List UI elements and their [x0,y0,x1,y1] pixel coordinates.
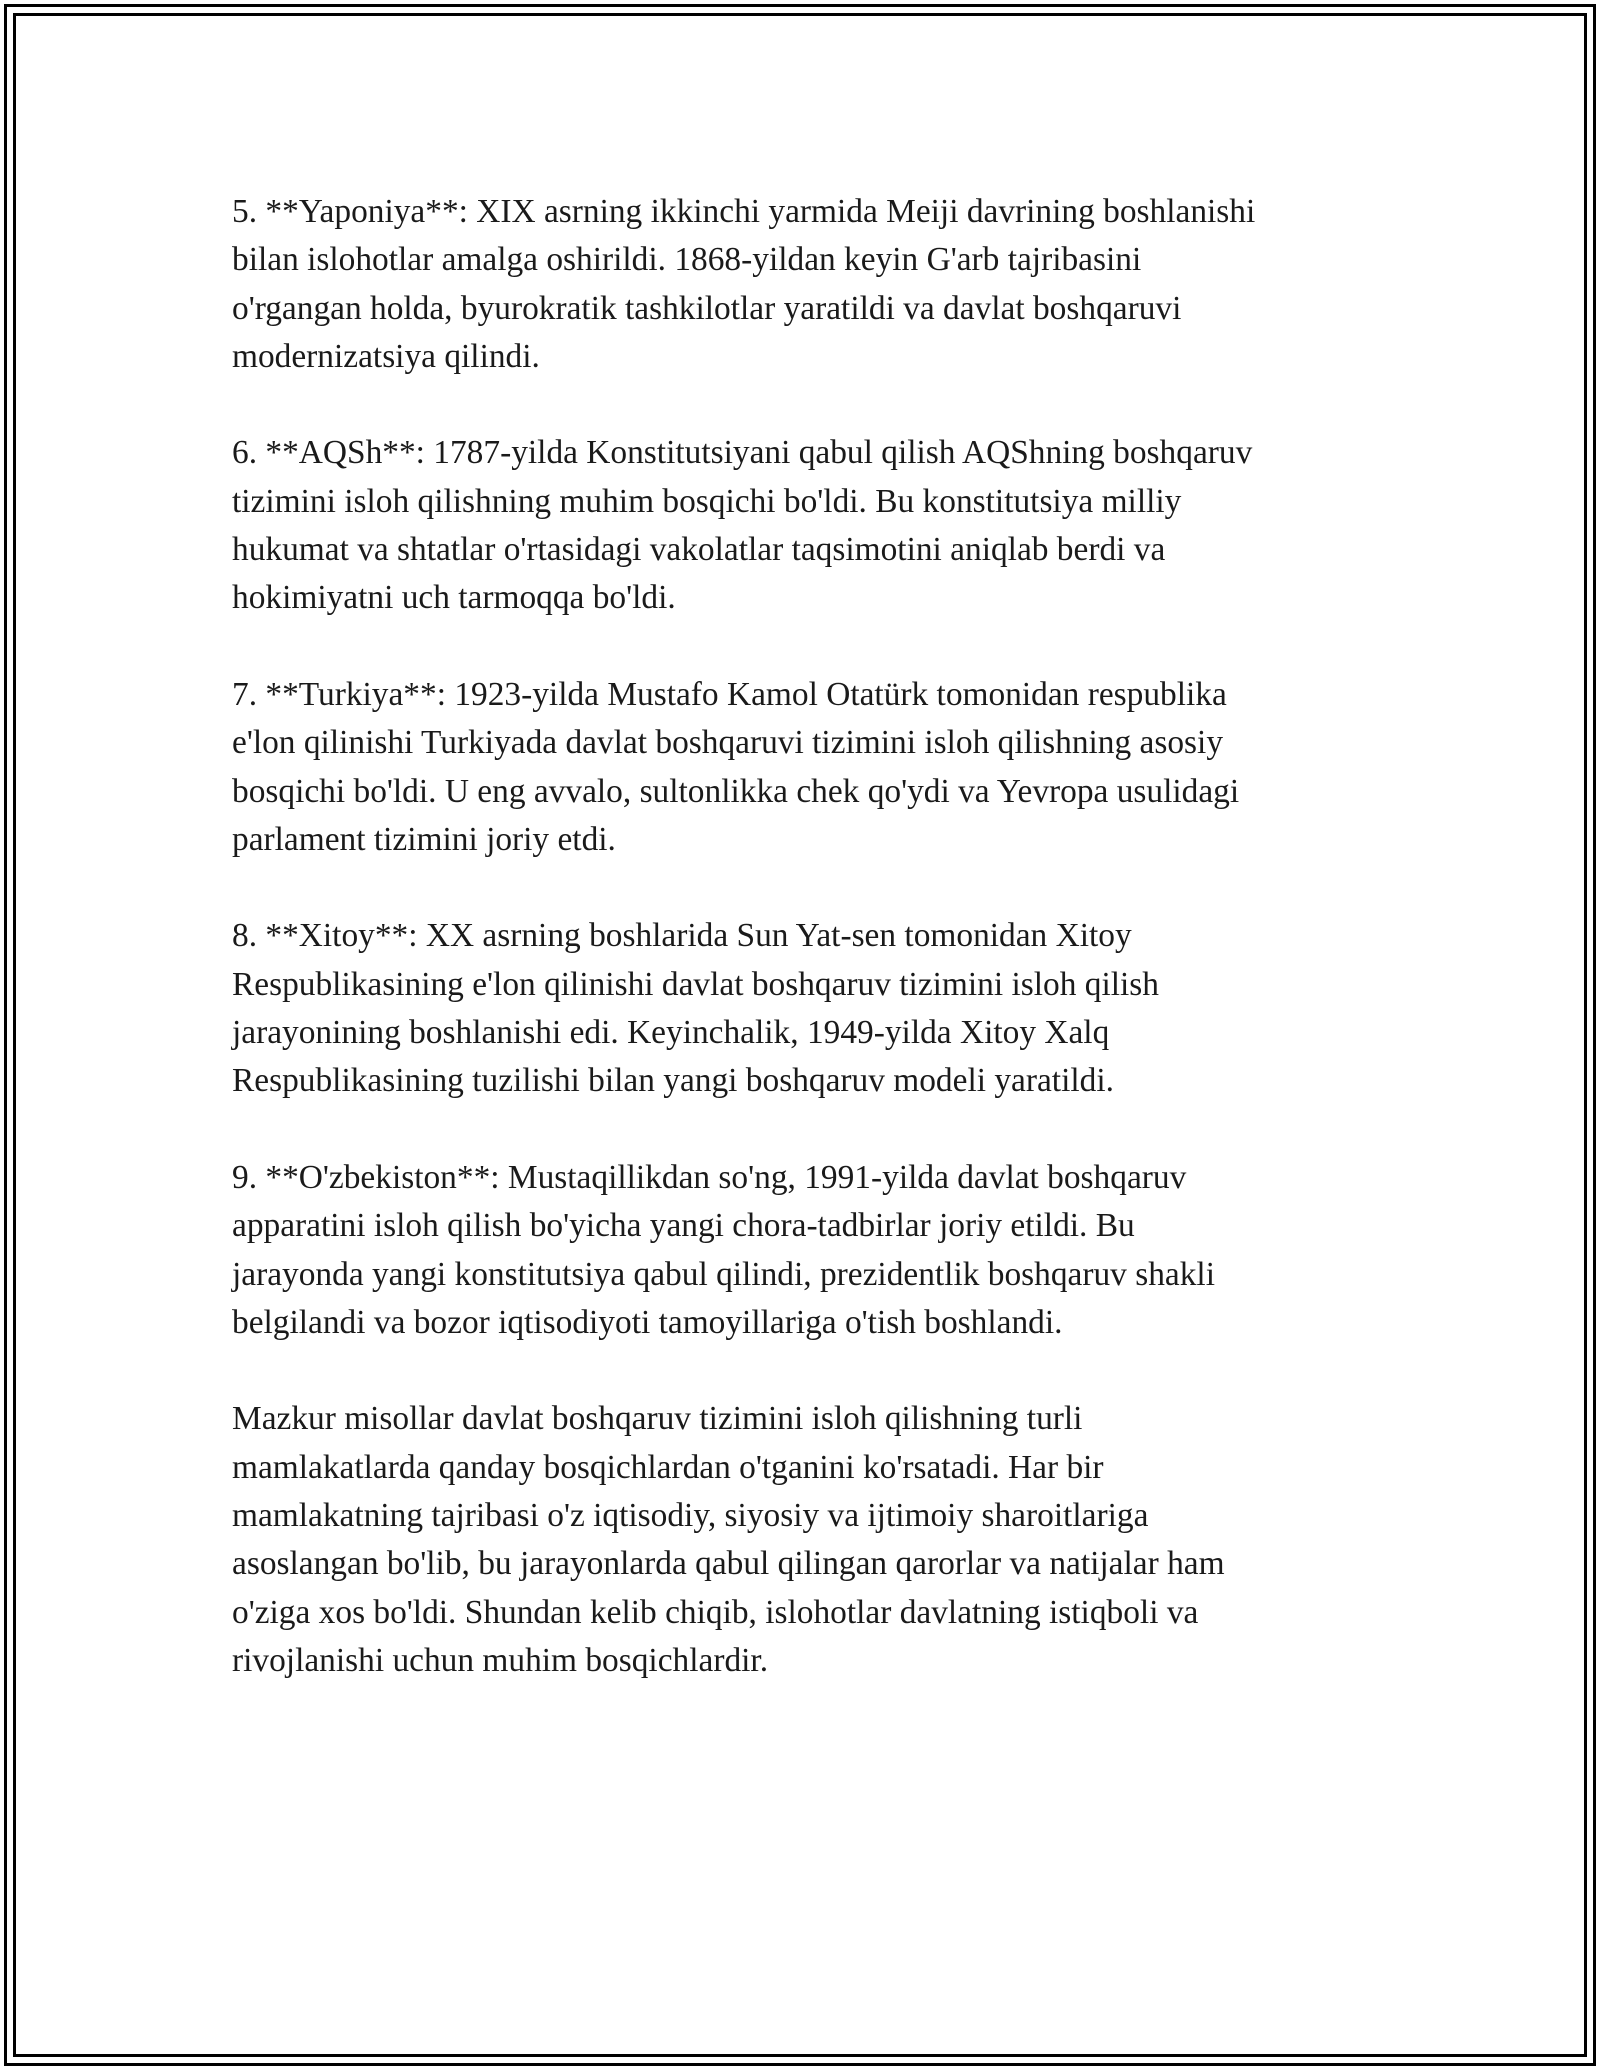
text-line: rivojlanishi uchun muhim bosqichlardir. [232,1641,769,1679]
text-line: jarayonda yangi konstitutsiya qabul qilindi, prezidentlik boshqaruv shakli [232,1255,1215,1293]
text-line: asoslangan bo'lib, bu jarayonlarda qabul qilingan qarorlar va natijalar ham [232,1545,1225,1583]
text-line: Respublikasining tuzilishi bilan yangi boshqaruv modeli yaratildi. [232,1062,1114,1100]
paragraph-yaponiya [232,188,1392,381]
text-line: 9. **O'zbekiston**: Mustaqillikdan so'ng, 1991-yilda davlat boshqaruv [232,1158,1187,1196]
text-line: 6. **AQSh**: 1787-yilda Konstitutsiyani qabul qilish AQShning boshqaruv [232,434,1253,472]
text-line: Respublikasining e'lon qilinishi davlat boshqaruv tizimini isloh qilish [232,965,1159,1003]
paragraph-aqsh [232,429,1392,622]
text-line: tizimini isloh qilishning muhim bosqichi bo'ldi. Bu konstitutsiya milliy [232,482,1182,520]
text-line: mamlakatlarda qanday bosqichlardan o'tganini ko'rsatadi. Har bir [232,1448,1104,1486]
text-line: o'ziga xos bo'ldi. Shundan kelib chiqib, islohotlar davlatning istiqboli va [232,1593,1199,1631]
text-line: Mazkur misollar davlat boshqaruv tizimini isloh qilishning turli [232,1400,1083,1438]
text-line: parlament tizimini joriy etdi. [232,820,616,858]
text-line: apparatini isloh qilish bo'yicha yangi chora-tadbirlar joriy etildi. Bu [232,1207,1135,1245]
paragraph-conclusion [232,1395,1392,1685]
text-line: 8. **Xitoy**: XX asrning boshlarida Sun Yat-sen tomonidan Xitoy [232,917,1132,955]
text-line: hukumat va shtatlar o'rtasidagi vakolatlar taqsimotini aniqlab berdi va [232,531,1166,569]
text-line: modernizatsiya qilindi. [232,337,540,375]
text-line: bosqichi bo'ldi. U eng avvalo, sultonlikka chek qo'ydi va Yevropa usulidagi [232,772,1240,810]
text-line: hokimiyatni uch tarmoqqa bo'ldi. [232,579,676,617]
paragraph-ozbekiston [232,1154,1392,1347]
document-body [232,188,1392,1734]
text-line: o'rgangan holda, byurokratik tashkilotlar yaratildi va davlat boshqaruvi [232,289,1182,327]
paragraph-xitoy [232,912,1392,1105]
paragraph-turkiya [232,671,1392,864]
text-line: mamlakatning tajribasi o'z iqtisodiy, siyosiy va ijtimoiy sharoitlariga [232,1497,1149,1535]
text-line: 5. **Yaponiya**: XIX asrning ikkinchi yarmida Meiji davrining boshlanishi [232,193,1256,230]
text-line: belgilandi va bozor iqtisodiyoti tamoyillariga o'tish boshlandi. [232,1303,1063,1341]
text-line: e'lon qilinishi Turkiyada davlat boshqaruvi tizimini isloh qilishning asosiy [232,724,1224,762]
text-line: 7. **Turkiya**: 1923-yilda Mustafo Kamol Otatürk tomonidan respublika [232,675,1227,713]
text-line: bilan islohotlar amalga oshirildi. 1868-yildan keyin G'arb tajribasini [232,241,1142,279]
text-line: jarayonining boshlanishi edi. Keyinchalik, 1949-yilda Xitoy Xalq [232,1014,1110,1052]
